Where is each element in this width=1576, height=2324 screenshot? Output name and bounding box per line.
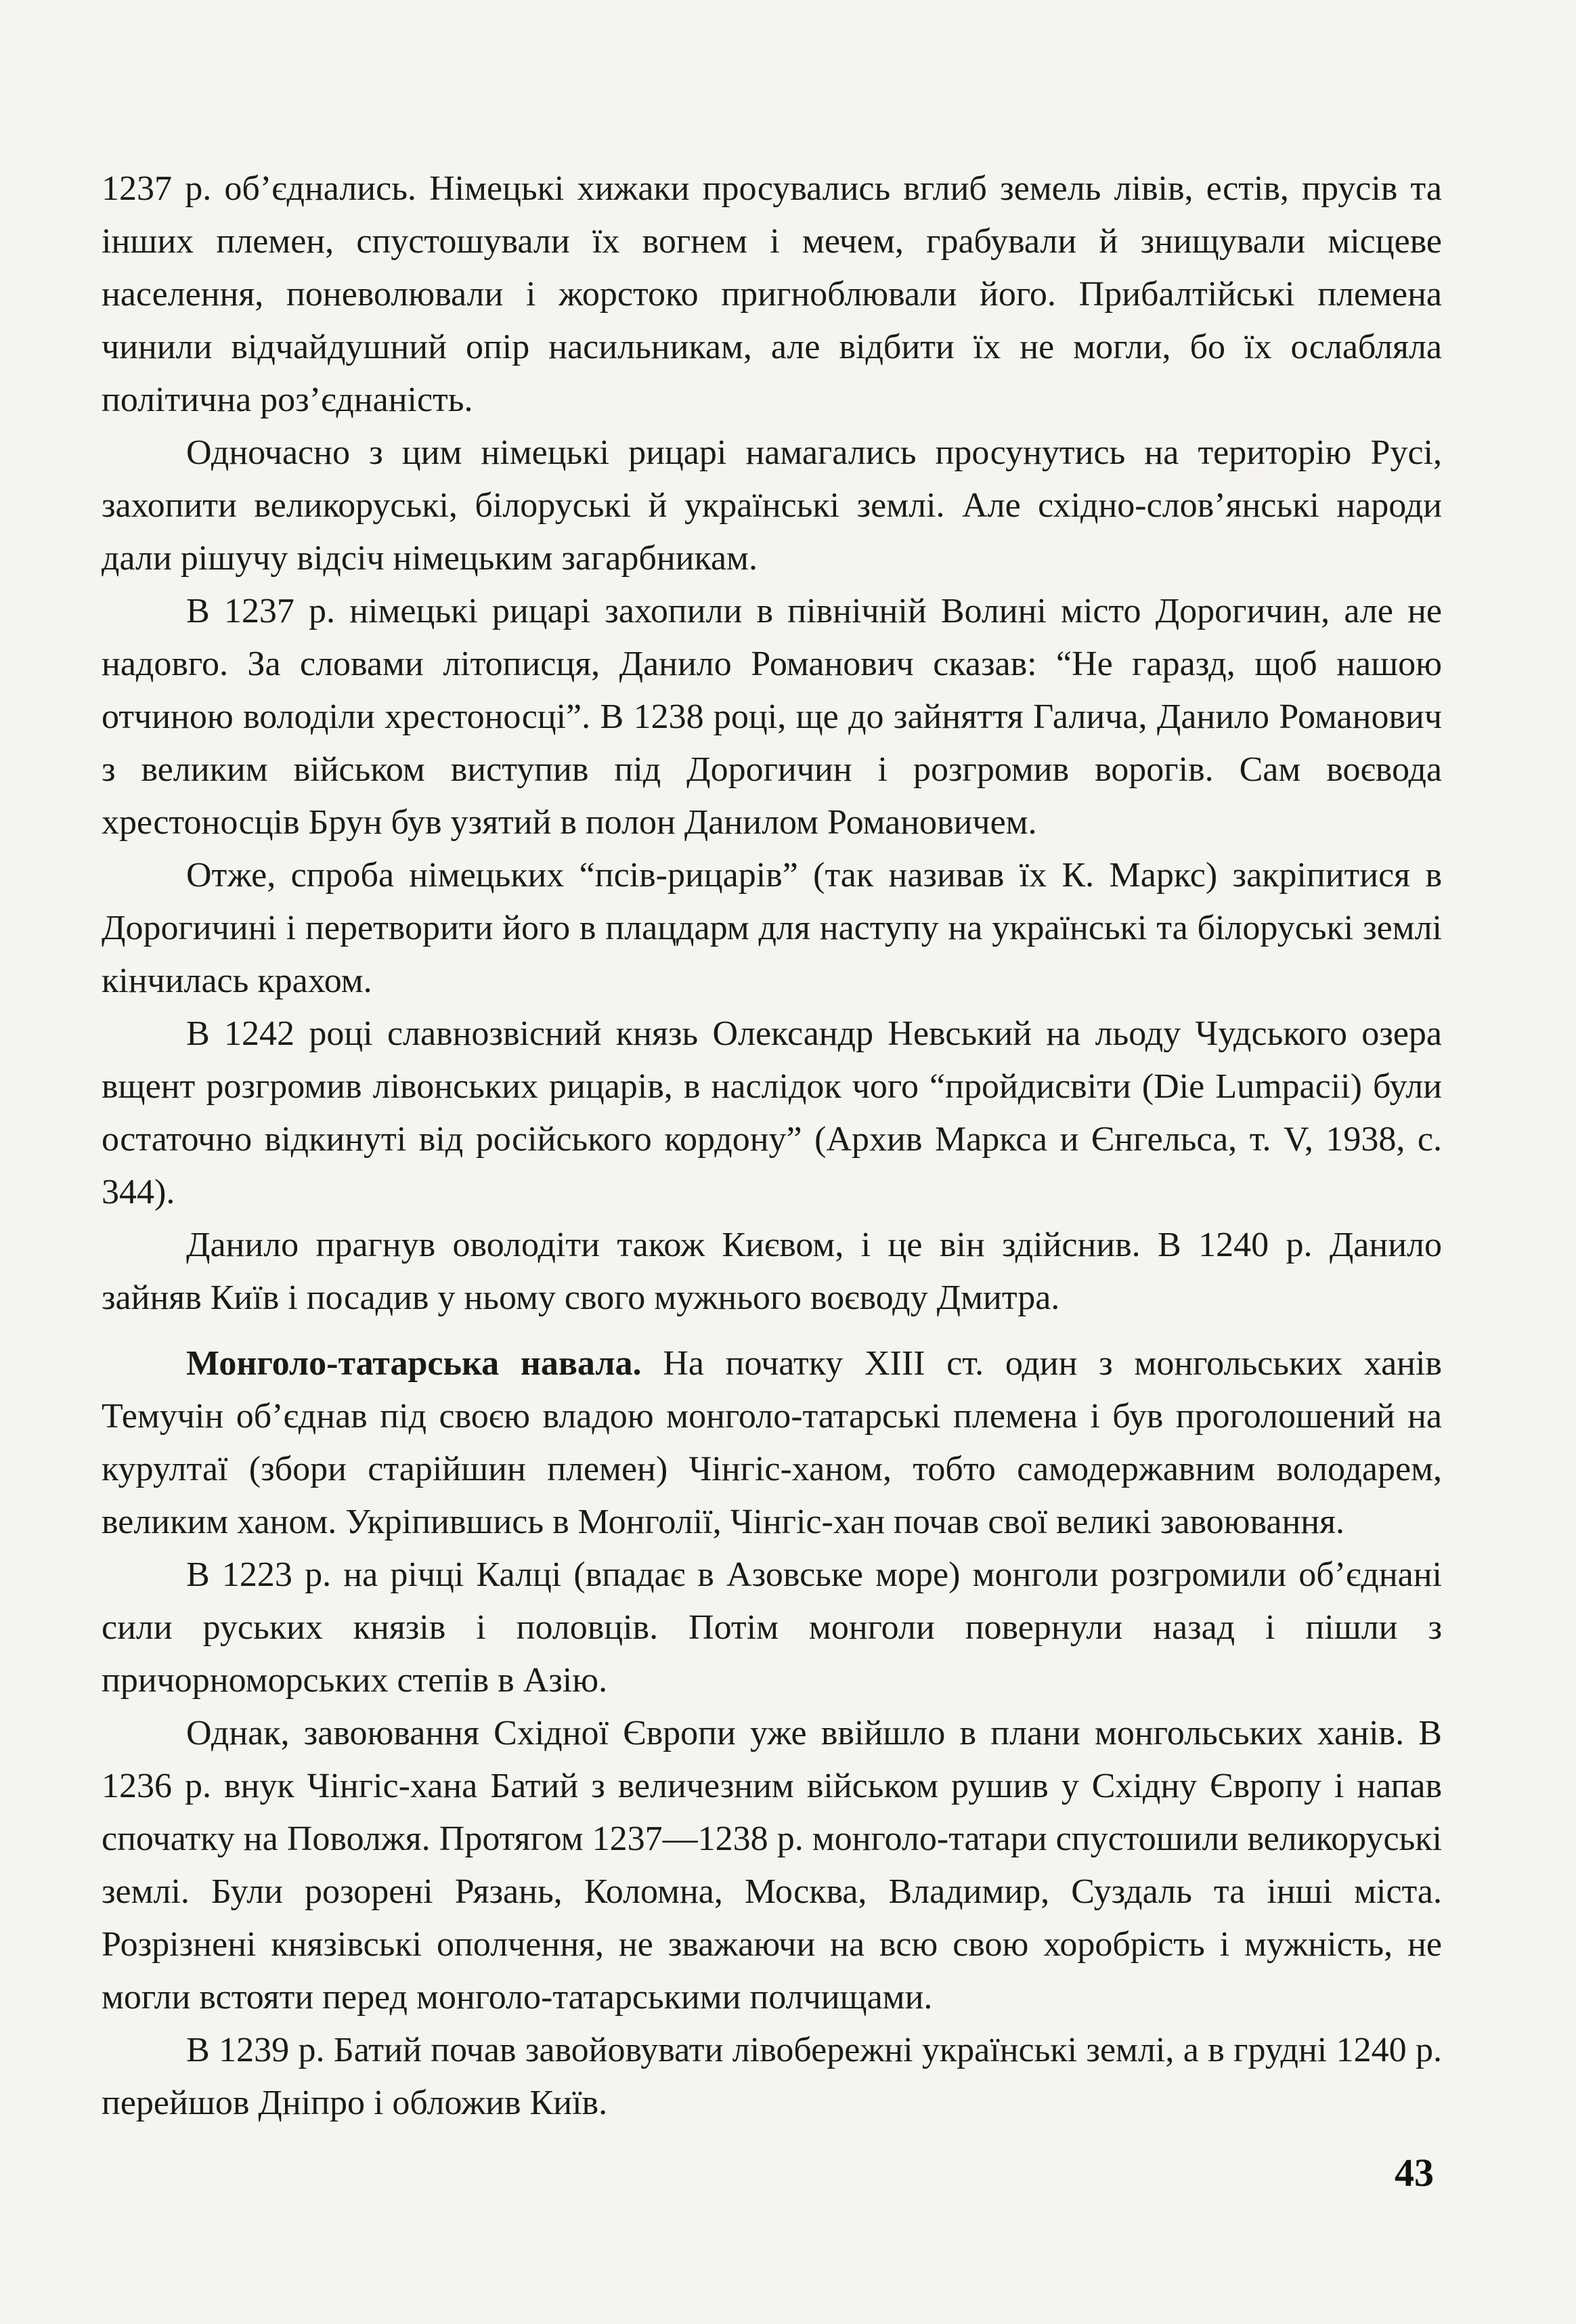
paragraph: 1237 р. об’єднались. Німецькі хижаки просувались вглиб земель лівів, естів, прусів та інших племен, спустошували їх вогнем і мечем, грабували й знищували місцеве населення, поневолювали і жорстоко пригноблювали його. Прибалтійські племена чинили відчайдушний опір насильникам, але відбити їх не могли, бо їх ослабляла політична роз’єднаність. (102, 169, 1442, 419)
text-section-mongol-invasion (102, 1337, 1442, 2130)
paragraph (102, 1337, 1442, 1549)
paragraph: Данило прагнув оволодіти також Києвом, і це він здійснив. В 1240 р. Данило зайняв Київ і посадив у ньому свого мужнього воєводу Дмитра. (102, 1226, 1442, 1317)
paragraph: Однак, завоювання Східної Європи уже ввійшло в плани монгольських ханів. В 1236 р. внук Чінгіс-хана Батий з величезним військом рушив у Східну Європу і напав спочатку на Поволжя. Протягом 1237—1238 р. монголо-татари спустошили великоруські землі. Були розорені Рязань, Коломна, Москва, Владимир, Суздаль та інші міста. Розрізнені князівські ополчення, не зважаючи на всю свою хоробрість і мужність, не могли встояти перед монголо-татарськими полчищами. (102, 1714, 1442, 2017)
paragraph: В 1223 р. на річці Калці (впадає в Азовське море) монголи розгромили об’єднані сили руських князів і половців. Потім монголи повернули назад і пішли з причорноморських степів в Азію. (102, 1555, 1442, 1700)
paragraph: В 1237 р. німецькі рицарі захопили в північній Волині місто Дорогичин, але не надовго. За словами літописця, Данило Романович сказав: “Не гаразд, щоб нашою отчиною володіли хрестоносці”. В 1238 році, ще до зайняття Галича, Данило Романович з великим військом виступив під Дорогичин і розгромив ворогів. Сам воєвода хрестоносців Брун був узятий в полон Данилом Романовичем. (102, 592, 1442, 842)
paragraph: Одночасно з цим німецькі рицарі намагались просунутись на територію Русі, захопити великоруські, білоруські й українські землі. Але східно-слов’янські народи дали рішучу відсіч німецьким загарбникам. (102, 433, 1442, 578)
page-number: 43 (1395, 2151, 1434, 2195)
paragraph-text: На початку XIII ст. один з монгольських ханів Темучін об’єднав під своєю владою монголо-татарські племена і був проголошений на курултаї (збори старійшин племен) Чінгіс-ханом, тобто самодержавним володарем, великим ханом. Укріпившись в Монголії, Чінгіс-хан почав свої великі завоювання. (102, 1344, 1442, 1541)
section-heading: Монголо-татарська навала. (186, 1344, 642, 1383)
text-section-crusaders (102, 163, 1442, 1325)
paragraph: В 1242 році славнозвісний князь Олександр Невський на льоду Чудського озера вщент розгромив лівонських рицарів, в наслідок чого “пройдисвіти (Die Lumpacii) були остаточно відкинуті від російського кордону” (Архив Маркса и Єнгельса, т. V, 1938, с. 344). (102, 1014, 1442, 1211)
paragraph: Отже, спроба німецьких “псів-рицарів” (так називав їх К. Маркс) закріпитися в Дорогичині і перетворити його в плацдарм для наступу на українські та білоруські землі кінчилась крахом. (102, 856, 1442, 1000)
paragraph: В 1239 р. Батий почав завойовувати лівобережні українські землі, а в грудні 1240 р. перейшов Дніпро і обложив Київ. (102, 2031, 1442, 2122)
